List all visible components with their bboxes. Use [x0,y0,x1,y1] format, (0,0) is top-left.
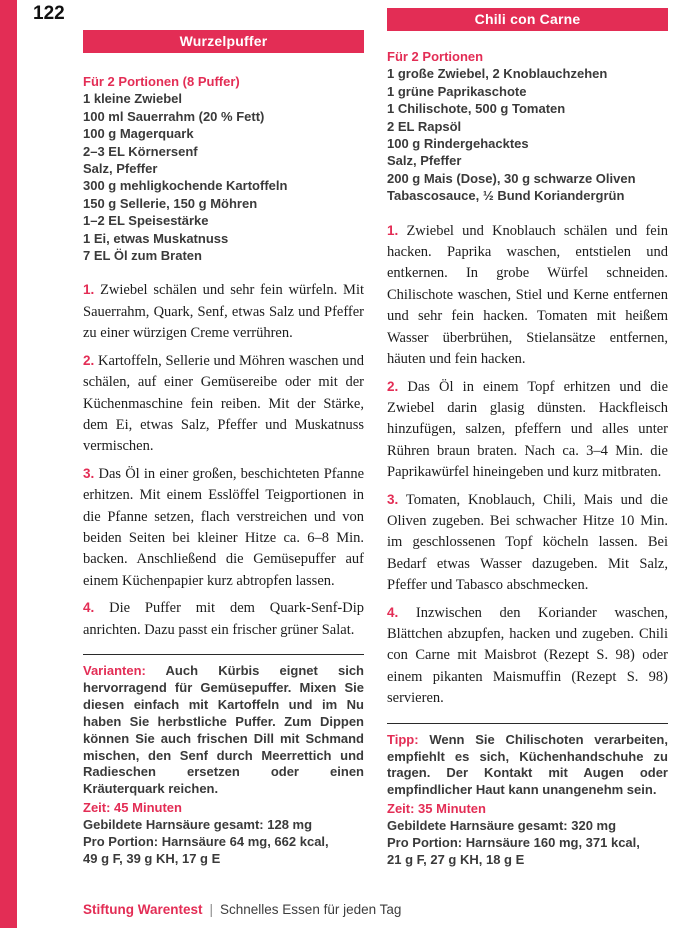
ingredient-line: Salz, Pfeffer [83,161,158,177]
section-divider [387,723,668,724]
section-divider [83,654,364,655]
page-edge-accent-bar [0,0,17,928]
nutrition-line: Pro Portion: Harnsäure 160 mg, 371 kcal, [387,835,640,851]
preparation-steps [83,279,364,641]
step-text: Die Puffer mit dem Quark-Senf-Dip anrichten. Dazu passt ein frischer grüner Salat. [83,600,364,638]
publisher-name: Stiftung Warentest [83,902,203,917]
step-text: Tomaten, Knoblauch, Chili, Mais und die Oliven zugeben. Bei schwacher Hitze 10 Min. im geschlossenen Topf köcheln lassen. Bei Bedarf etwas Wasser dazugeben. Mit Salz, Pfeffer und Tabasco abschmecken. [387,491,668,594]
step-text: Inzwischen den Koriander waschen, Blättchen abzupfen, hacken und zugeben. Chili con Carne mit Maisbrot (Rezept S. 98) oder einem pikanten Maismuffin (Rezept S. 98) servieren. [387,604,668,707]
servings-line: Für 2 Portionen (8 Puffer) [83,74,240,89]
recipe-column-wurzelpuffer [83,0,364,868]
ingredient-line: 1 Ei, etwas Muskatnuss [83,230,229,246]
step-number: 1. [83,282,95,298]
ingredient-line: 1 kleine Zwiebel [83,91,182,107]
step [83,597,364,641]
ingredient-list [387,65,668,204]
ingredient-list [83,90,364,264]
ingredient-line: 1 große Zwiebel, 2 Knoblauchzehen [387,66,608,82]
time-line: Zeit: 45 Minuten [83,800,182,816]
step-text: Kartoffeln, Sellerie und Möhren waschen und schälen, auf einer Gemüsereibe oder mit der Küchenmaschine fein reiben. Mit der Stärke, dem Ei, etwas Salz, Pfeffer und Muskatnuss vermischen. [83,352,364,455]
step [83,463,364,592]
step [387,489,668,597]
ingredient-line: Tabascosauce, ½ Bund Koriandergrün [387,188,625,204]
ingredient-line: 2 EL Rapsöl [387,118,462,134]
step [387,376,668,484]
preparation-steps [387,220,668,710]
ingredient-line: 1–2 EL Speisestärke [83,213,209,229]
step-text: Das Öl in einer großen, beschichteten Pfanne erhitzen. Mit einem Esslöffel Teigportionen in die Pfanne setzen, flach verstreichen und von beiden Seiten bei kleiner Hitze ca. 6–8 Min. backen. Anschließend die Gemüsepuffer auf einem Küchenpapier kurz abtropfen lassen. [83,465,365,589]
step-number: 4. [83,600,95,616]
nutrition-block [387,817,668,868]
step [387,220,668,371]
nutrition-block [83,816,364,867]
ingredient-line: Salz, Pfeffer [387,153,462,169]
tip-text: Wenn Sie Chilischoten verarbeiten, empfiehlt es sich, Küchenhandschuhe zu tragen. Der Kontakt mit Augen oder empfindlicher Haut kann unangenehm sein. [387,731,668,798]
step [83,350,364,458]
recipe-column-chili-con-carne [387,0,668,868]
page-content [83,0,668,868]
ingredient-line: 150 g Sellerie, 150 g Möhren [83,195,258,211]
recipe-title-banner: Chili con Carne [387,8,668,31]
nutrition-line: Gebildete Harnsäure gesamt: 320 mg [387,818,617,834]
recipe-title-banner: Wurzelpuffer [83,30,364,53]
step-text: Zwiebel schälen und sehr fein würfeln. Mit Sauerrahm, Quark, Senf, etwas Salz und Pfeffer zu einer würzigen Creme verrühren. [83,282,365,342]
tip-note [387,732,668,800]
variants-text: Auch Kürbis eignet sich hervorragend für Gemüsepuffer. Mixen Sie diesen einfach mit Kartoffeln und im Nu haben Sie herbstliche Puffer. Zum Dippen können Sie auch frischen Dill mit Schmand mischen, den Senf durch Meerrettich und Radieschen ersetzen oder einen Kräuterquark reichen. [83,662,364,797]
tip-label: Tipp: [387,731,419,747]
step-number: 2. [387,378,399,394]
step [387,602,668,710]
step-text: Das Öl in einem Topf erhitzen und die Zwiebel darin glasig dünsten. Hackfleisch hinzufügen, salzen, pfeffern und alles unter Rühren braun braten. Nach ca. 3–4 Min. die Paprikawürfel hineingeben und kurz mitbraten. [387,378,669,481]
step-number: 3. [387,491,399,507]
ingredient-line: 1 Chilischote, 500 g Tomaten [387,101,566,117]
nutrition-line: Gebildete Harnsäure gesamt: 128 mg [83,817,313,833]
nutrition-line: Pro Portion: Harnsäure 64 mg, 662 kcal, [83,834,329,850]
ingredient-line: 2–3 EL Körnersenf [83,143,198,159]
page-footer [83,902,401,917]
series-title: Schnelles Essen für jeden Tag [220,902,402,917]
variants-label: Varianten: [83,662,146,678]
ingredient-line: 100 ml Sauerrahm (20 % Fett) [83,108,265,124]
step-number: 1. [387,222,399,238]
ingredient-line: 7 EL Öl zum Braten [83,248,202,264]
nutrition-line: 21 g F, 27 g KH, 18 g E [387,852,525,868]
ingredient-line: 300 g mehligkochende Kartoffeln [83,178,288,194]
variants-note [83,663,364,798]
servings-line: Für 2 Portionen [387,49,484,64]
ingredient-line: 1 grüne Paprikaschote [387,83,527,99]
step-number: 3. [83,465,95,481]
ingredient-line: 100 g Rindergehacktes [387,136,529,152]
step [83,279,364,344]
nutrition-line: 49 g F, 39 g KH, 17 g E [83,851,221,867]
step-number: 2. [83,352,95,368]
step-number: 4. [387,604,399,620]
time-line: Zeit: 35 Minuten [387,801,486,817]
page-number: 122 [33,3,65,24]
ingredient-line: 200 g Mais (Dose), 30 g schwarze Oliven [387,170,636,186]
step-text: Zwiebel und Knoblauch schälen und fein hacken. Paprika waschen, entstielen und entkernen. In grobe Würfel schneiden. Chilischote waschen, Stiel und Kerne entfernen und sehr fein hacken. Tomaten mit heißem Wasser überbrühen, Stielansätze entfernen, häuten und fein hacken. [387,222,669,368]
footer-separator: | [209,902,214,917]
ingredient-line: 100 g Magerquark [83,126,194,142]
